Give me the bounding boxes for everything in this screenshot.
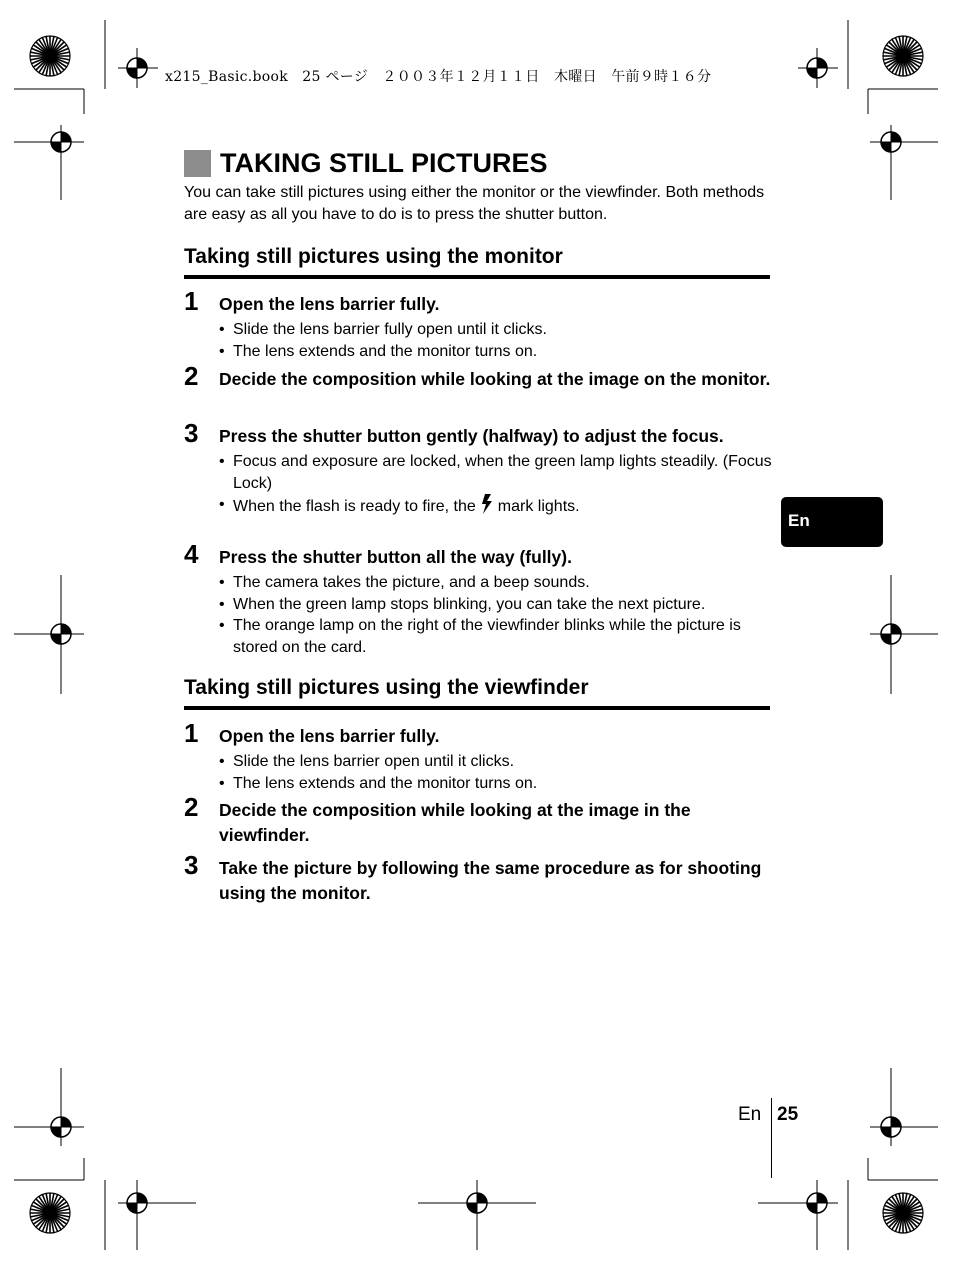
list-item: • When the green lamp stops blinking, you can take the next picture.	[219, 594, 774, 616]
list-item: • The lens extends and the monitor turns on.	[219, 773, 774, 795]
step-text: Open the lens barrier fully.	[219, 726, 440, 746]
step-number: 2	[184, 792, 199, 822]
step-bullets	[219, 319, 774, 362]
monitor-step-1	[184, 286, 774, 362]
list-item: • The lens extends and the monitor turns on.	[219, 341, 774, 363]
step-text: Press the shutter button all the way (fully).	[219, 547, 572, 567]
step-number: 2	[184, 361, 199, 391]
list-item-flash	[219, 494, 774, 518]
step-number: 3	[184, 418, 199, 448]
page-number: 25	[777, 1104, 799, 1125]
print-header: x215_Basic.book 25 ページ ２００３年１２月１１日 木曜日 午前９時１６分	[165, 69, 712, 85]
viewfinder-step-3	[184, 850, 774, 906]
step-number: 1	[184, 286, 199, 316]
list-item: • Focus and exposure are locked, when the green lamp lights steadily. (Focus Lock)	[219, 451, 774, 494]
section-heading-viewfinder: Taking still pictures using the viewfinder	[184, 676, 770, 710]
step-text: Decide the composition while looking at the image on the monitor.	[219, 369, 771, 389]
step-text: Decide the composition while looking at the image in the viewfinder.	[219, 800, 691, 845]
flash-icon	[480, 494, 494, 514]
page-title-text: TAKING STILL PICTURES	[220, 148, 548, 178]
step-number: 4	[184, 539, 199, 569]
flash-text-after: mark lights.	[497, 498, 580, 515]
step-bullets	[219, 451, 774, 518]
footer-divider	[771, 1098, 772, 1178]
viewfinder-step-1	[184, 718, 774, 794]
list-item: • Slide the lens barrier open until it clicks.	[219, 751, 774, 773]
step-number: 1	[184, 718, 199, 748]
language-tab: En	[781, 497, 883, 547]
monitor-step-3	[184, 418, 774, 518]
intro-paragraph: You can take still pictures using either the monitor or the viewfinder. Both methods are easy as all you have to do is to press the shutter button.	[184, 184, 765, 223]
section-heading-monitor: Taking still pictures using the monitor	[184, 245, 770, 279]
list-item: • The camera takes the picture, and a beep sounds.	[219, 572, 774, 594]
step-bullets	[219, 572, 774, 658]
list-item: • Slide the lens barrier fully open until it clicks.	[219, 319, 774, 341]
step-text: Press the shutter button gently (halfway) to adjust the focus.	[219, 426, 724, 446]
flash-text-before: When the flash is ready to fire, the	[233, 498, 476, 515]
step-text: Take the picture by following the same procedure as for shooting using the monitor.	[219, 858, 762, 903]
footer-language: En	[738, 1104, 762, 1125]
step-text: Open the lens barrier fully.	[219, 294, 440, 314]
page-title	[184, 148, 548, 179]
viewfinder-step-2	[184, 792, 774, 848]
monitor-step-4	[184, 539, 774, 658]
step-number: 3	[184, 850, 199, 880]
title-square-icon	[184, 150, 211, 177]
monitor-step-2	[184, 361, 774, 392]
list-item: • The orange lamp on the right of the viewfinder blinks while the picture is stored on the card.	[219, 615, 774, 658]
step-bullets	[219, 751, 774, 794]
